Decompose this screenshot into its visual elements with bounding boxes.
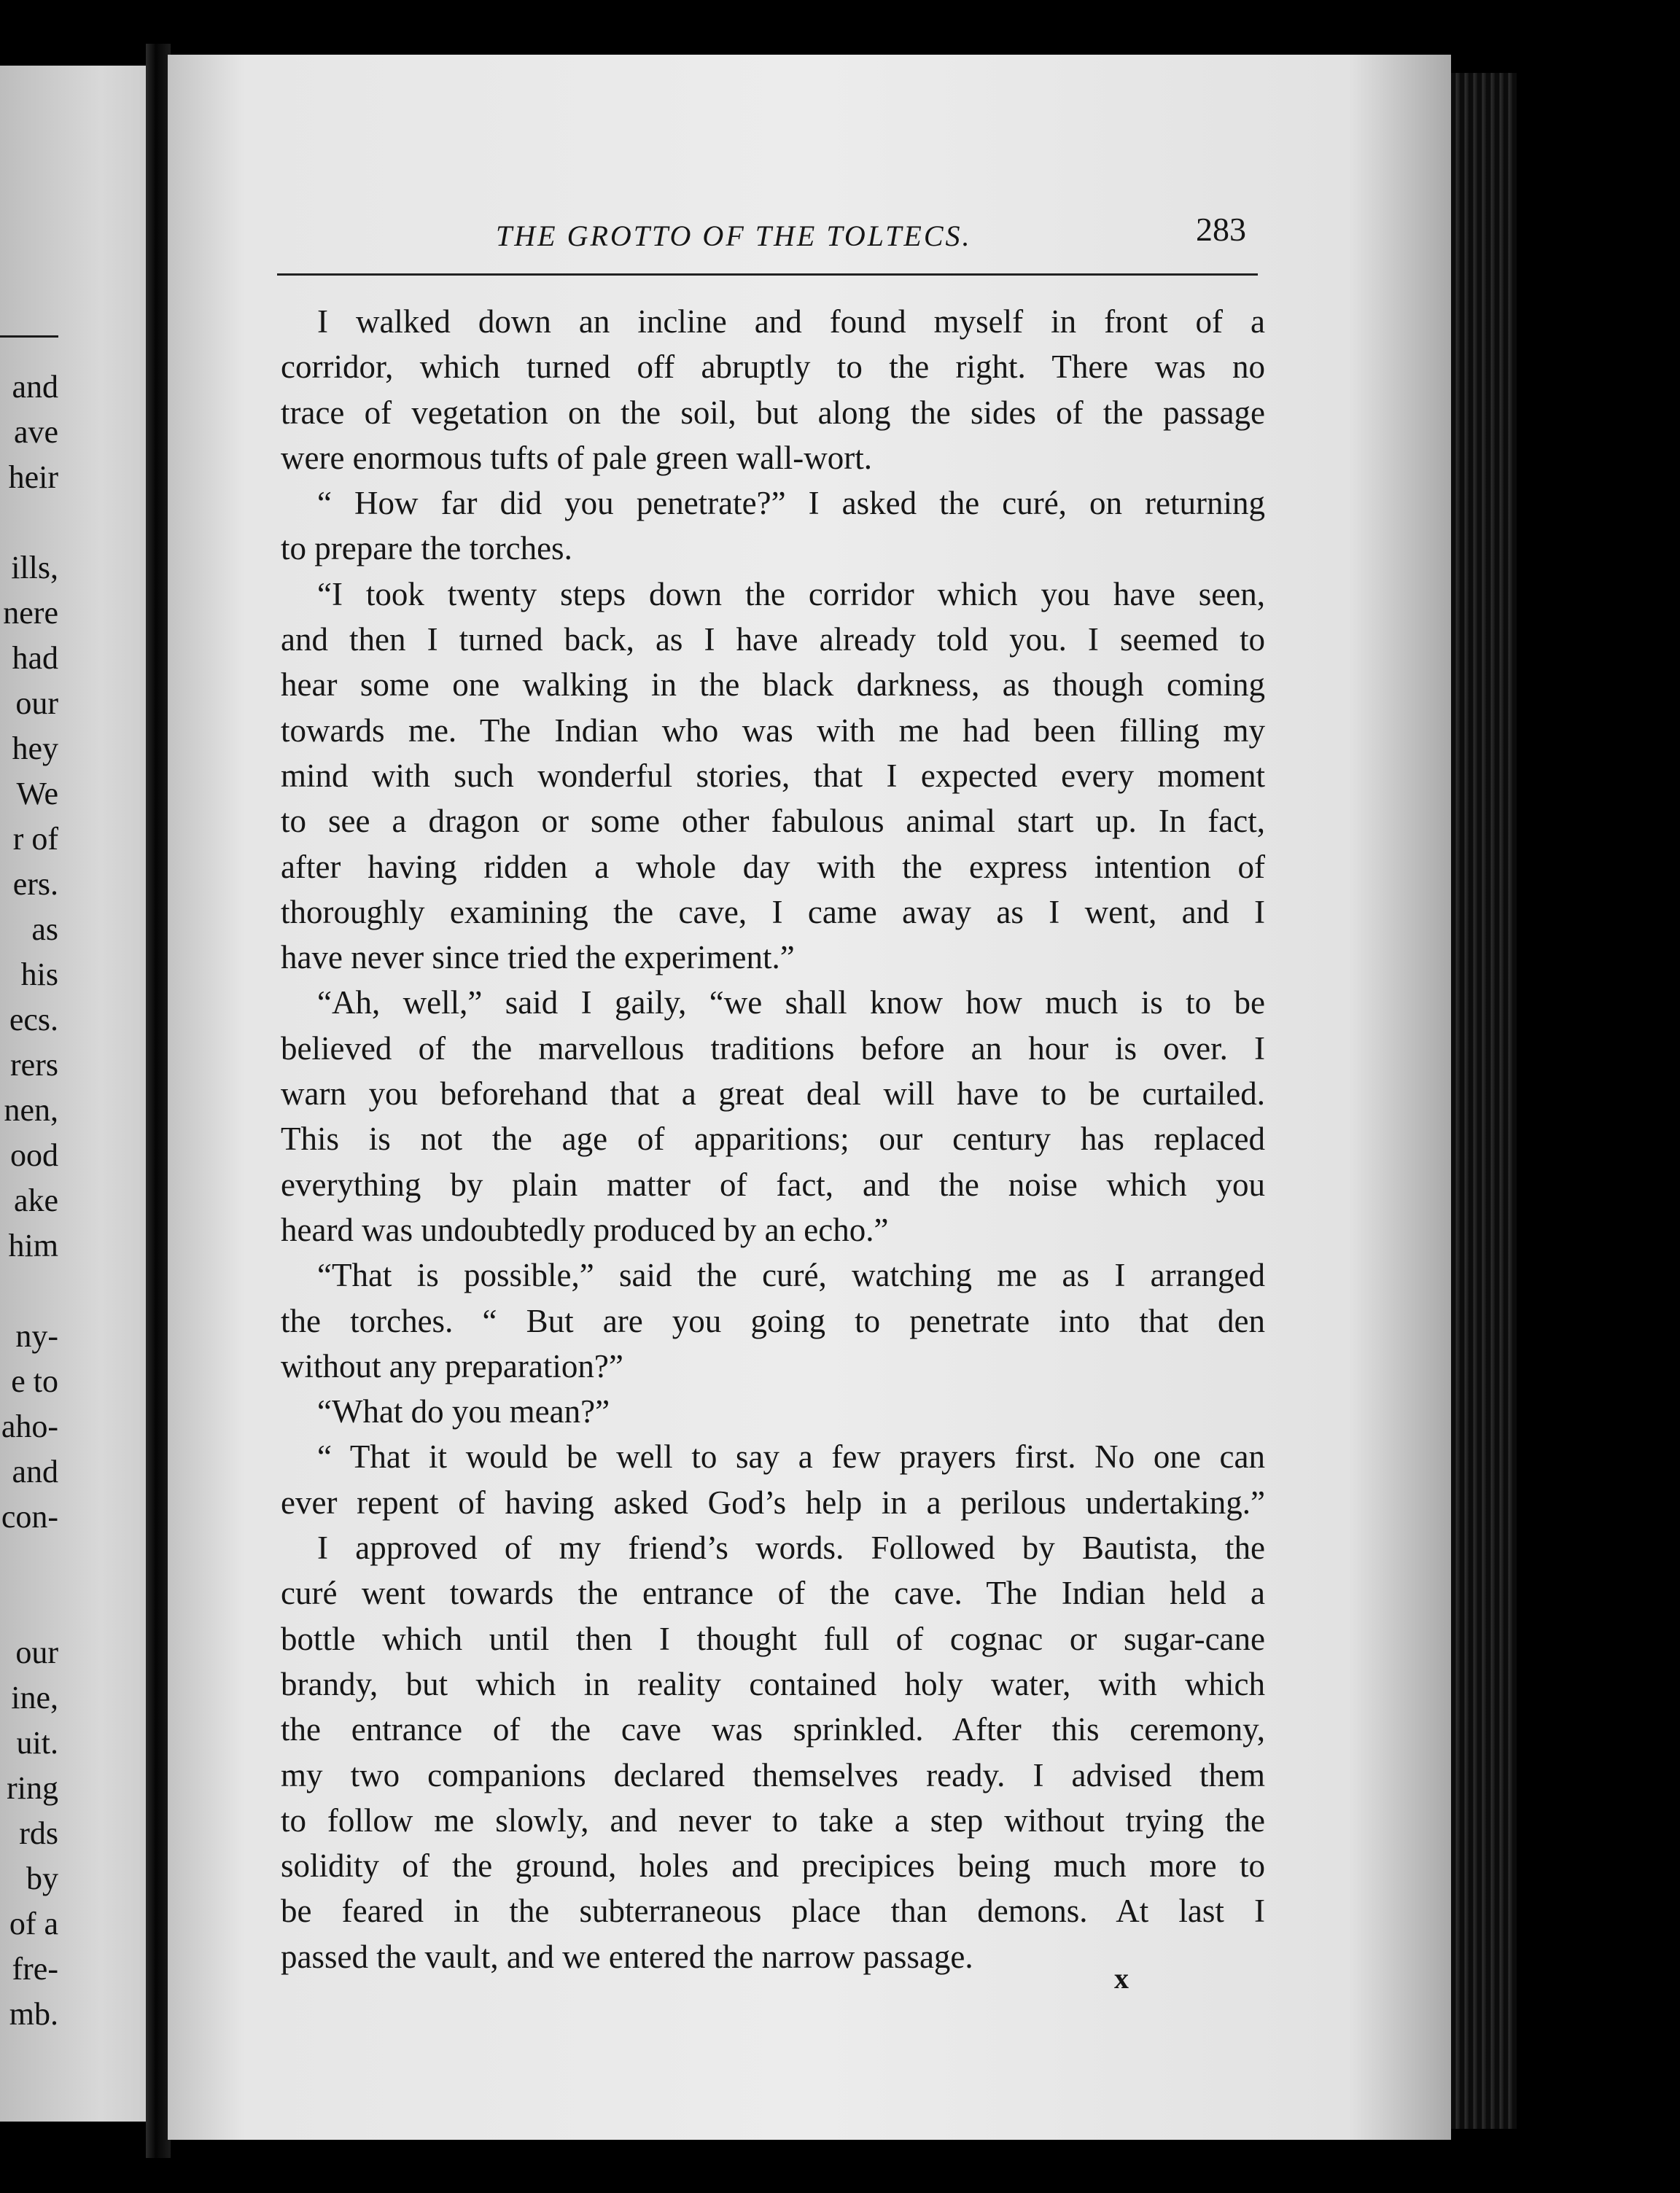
left-text-fragment — [0, 500, 58, 545]
left-text-fragment: rds — [19, 1815, 58, 1851]
left-text-fragment: e to — [11, 1363, 58, 1399]
text-line: and then I turned back, as I have already told you. I seemed to — [281, 621, 1265, 658]
left-text-fragment: rers — [10, 1047, 58, 1083]
text-line: heard was undoubtedly produced by an echo.” — [281, 1211, 889, 1248]
left-text-fragment: our — [15, 685, 58, 721]
text-line: I walked down an incline and found myself in front of a — [317, 303, 1265, 340]
text-line: “ How far did you penetrate?” I asked the curé, on returning — [317, 485, 1265, 522]
left-text-fragment: and — [12, 369, 58, 405]
text-line: be feared in the subterraneous place than demons. At last I — [281, 1893, 1265, 1930]
left-text-fragment: ine, — [11, 1680, 58, 1715]
left-text-fragment: our — [15, 1635, 58, 1670]
page-edges — [1451, 73, 1517, 2129]
text-line: trace of vegetation on the soil, but along the sides of the passage — [281, 394, 1265, 431]
text-line: towards me. The Indian who was with me had been filling my — [281, 712, 1265, 749]
text-line: everything by plain matter of fact, and the noise which you — [281, 1166, 1265, 1203]
left-text-fragment: by — [26, 1861, 58, 1896]
left-text-fragment — [0, 1540, 58, 1585]
left-page-head-rule — [0, 335, 58, 338]
page-number: 283 — [1196, 211, 1246, 248]
text-line: without any preparation?” — [281, 1347, 623, 1384]
left-text-fragment: ills, — [11, 550, 58, 585]
left-text-fragment — [0, 1585, 58, 1630]
text-line: This is not the age of apparitions; our century has replaced — [281, 1121, 1265, 1158]
left-text-fragment: aho- — [1, 1409, 58, 1444]
left-text-fragment: ave — [13, 414, 58, 450]
text-line: curé went towards the entrance of the cave. The Indian held a — [281, 1575, 1265, 1612]
signature-mark: x — [1114, 1962, 1129, 1995]
book-gutter — [146, 44, 171, 2158]
text-line: thoroughly examining the cave, I came away as I went, and I — [281, 893, 1265, 930]
left-text-fragment: We — [16, 776, 58, 811]
left-text-fragment: nen, — [4, 1092, 58, 1128]
text-line: “That is possible,” said the curé, watching me as I arranged — [317, 1257, 1265, 1294]
left-text-fragment: hey — [12, 731, 58, 766]
left-text-fragment: ring — [7, 1770, 58, 1806]
text-line: the torches. “ But are you going to penetrate into that den — [281, 1302, 1265, 1339]
text-line: to follow me slowly, and never to take a step without trying the — [281, 1801, 1265, 1839]
left-text-fragment: r of — [12, 821, 58, 857]
text-line: passed the vault, and we entered the narrow passage. — [281, 1938, 973, 1975]
left-text-fragment: ood — [10, 1137, 58, 1173]
running-head: THE GROTTO OF THE TOLTECS. — [496, 219, 972, 252]
text-line: “What do you mean?” — [317, 1393, 610, 1430]
text-line: to see a dragon or some other fabulous animal start up. In fact, — [281, 803, 1265, 840]
text-line: were enormous tufts of pale green wall-wort. — [281, 439, 872, 476]
left-text-fragment: mb. — [9, 1996, 58, 2032]
left-text-fragment: him — [8, 1228, 58, 1263]
left-text-fragment: ecs. — [9, 1002, 58, 1037]
left-text-fragment: as — [31, 911, 58, 947]
text-line: to prepare the torches. — [281, 530, 572, 567]
left-text-fragment: fre- — [12, 1951, 58, 1987]
running-head-rule — [277, 273, 1258, 276]
left-text-fragment: had — [12, 640, 58, 676]
left-facing-page — [0, 66, 168, 2122]
left-text-fragment: his — [20, 957, 58, 992]
left-text-fragment: nere — [3, 595, 58, 631]
text-line: brandy, but which in reality contained holy water, with which — [281, 1665, 1265, 1702]
left-text-fragment: con- — [1, 1499, 58, 1535]
text-line: believed of the marvellous traditions before an hour is over. I — [281, 1029, 1265, 1067]
text-line: “Ah, well,” said I gaily, “we shall know how much is to be — [317, 984, 1265, 1021]
left-text-fragment: ers. — [12, 866, 58, 902]
left-text-fragment: ny- — [15, 1318, 58, 1354]
text-line: after having ridden a whole day with the express intention of — [281, 848, 1265, 885]
text-line: mind with such wonderful stories, that I expected every moment — [281, 757, 1265, 794]
text-line: corridor, which turned off abruptly to the right. There was no — [281, 348, 1265, 386]
left-text-fragment: and — [12, 1454, 58, 1489]
text-line: hear some one walking in the black darkness, as though coming — [281, 666, 1265, 704]
text-line: my two companions declared themselves ready. I advised them — [281, 1756, 1265, 1793]
left-text-fragment: heir — [8, 459, 58, 495]
text-line: warn you beforehand that a great deal will have to be curtailed. — [281, 1075, 1265, 1113]
text-line: I approved of my friend’s words. Followed by Bautista, the — [317, 1530, 1265, 1567]
left-text-fragment: uit. — [16, 1725, 58, 1761]
body-text — [281, 299, 1265, 1979]
text-line: “ That it would be well to say a few prayers first. No one can — [317, 1438, 1265, 1476]
text-line: “I took twenty steps down the corridor which you have seen, — [317, 575, 1265, 612]
text-line: the entrance of the cave was sprinkled. After this ceremony, — [281, 1711, 1265, 1748]
left-text-fragment: of a — [9, 1906, 58, 1941]
text-line: have never since tried the experiment.” — [281, 939, 795, 976]
left-page-text-fragments — [0, 365, 58, 2037]
left-text-fragment — [0, 1269, 58, 1314]
text-line: ever repent of having asked God’s help in a perilous undertaking.” — [281, 1484, 1265, 1521]
text-line: bottle which until then I thought full of cognac or sugar-cane — [281, 1620, 1265, 1657]
text-line: solidity of the ground, holes and precipices being much more to — [281, 1847, 1265, 1885]
left-text-fragment: ake — [13, 1183, 58, 1218]
